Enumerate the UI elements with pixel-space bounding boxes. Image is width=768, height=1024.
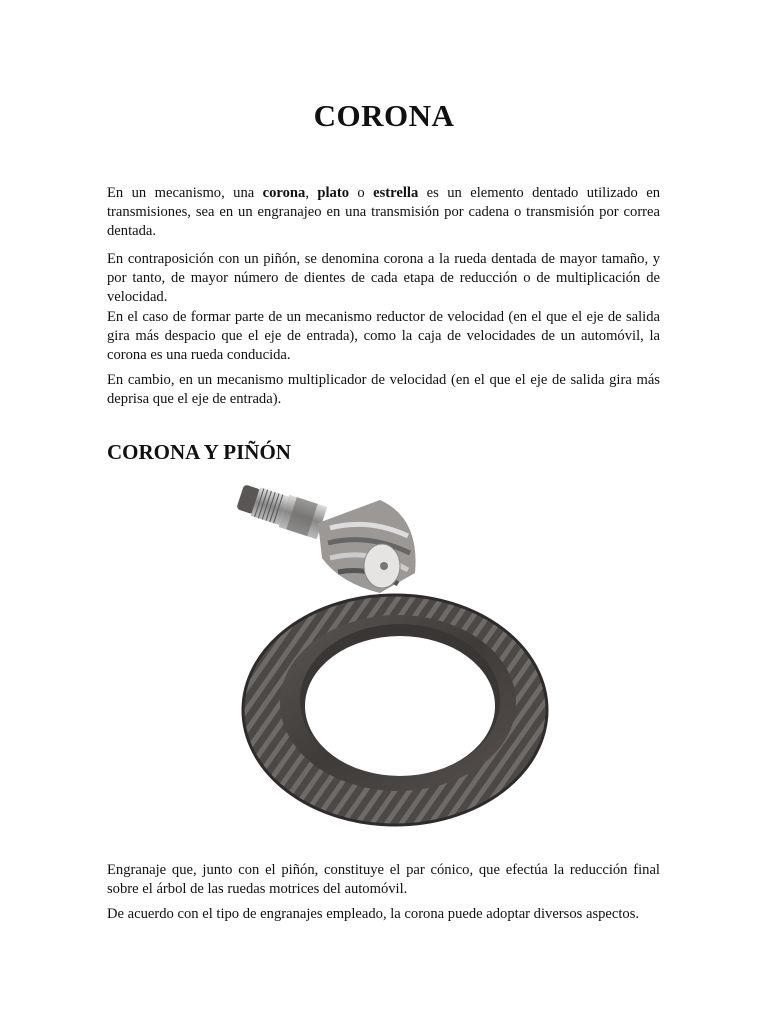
intro-text-3: o <box>349 185 374 201</box>
paragraph: En contraposición con un piñón, se denomina corona a la rueda dentada de mayor tamaño, y por tanto, de mayor número de dientes de cada etapa de reducción o de multiplicación de velocidad. <box>107 251 660 305</box>
ring-and-pinion-gear-image <box>230 478 555 838</box>
paragraph: En el caso de formar parte de un mecanismo reductor de velocidad (en el que el eje de salida gira más despacio que el eje de entrada), como la caja de velocidades de un automóvil, la corona es una rueda conducida. <box>107 309 660 363</box>
term-corona: corona <box>262 185 306 201</box>
gear-icon <box>230 478 555 838</box>
page-title: CORONA <box>313 98 455 133</box>
paragraph: En cambio, en un mecanismo multiplicador de velocidad (en el que el eje de salida gira más deprisa que el eje de entrada). <box>107 372 660 407</box>
term-plato: plato <box>317 185 350 201</box>
intro-paragraph <box>107 184 660 241</box>
paragraph: De acuerdo con el tipo de engranajes empleado, la corona puede adoptar diversos aspectos. <box>107 906 640 922</box>
intro-text-4: es un elemento dentado utilizado en transmisiones, sea en un engranajeo en una transmisión por cadena o transmisión por correa dentada. <box>107 185 660 239</box>
intro-text-1: En un mecanismo, una <box>107 185 263 201</box>
term-estrella: estrella <box>373 185 419 201</box>
paragraph: Engranaje que, junto con el piñón, constituye el par cónico, que efectúa la reducción final sobre el árbol de las ruedas motrices del automóvil. <box>107 862 660 897</box>
section-heading: CORONA Y PIÑÓN <box>107 440 291 464</box>
intro-text-2: , <box>305 185 318 201</box>
